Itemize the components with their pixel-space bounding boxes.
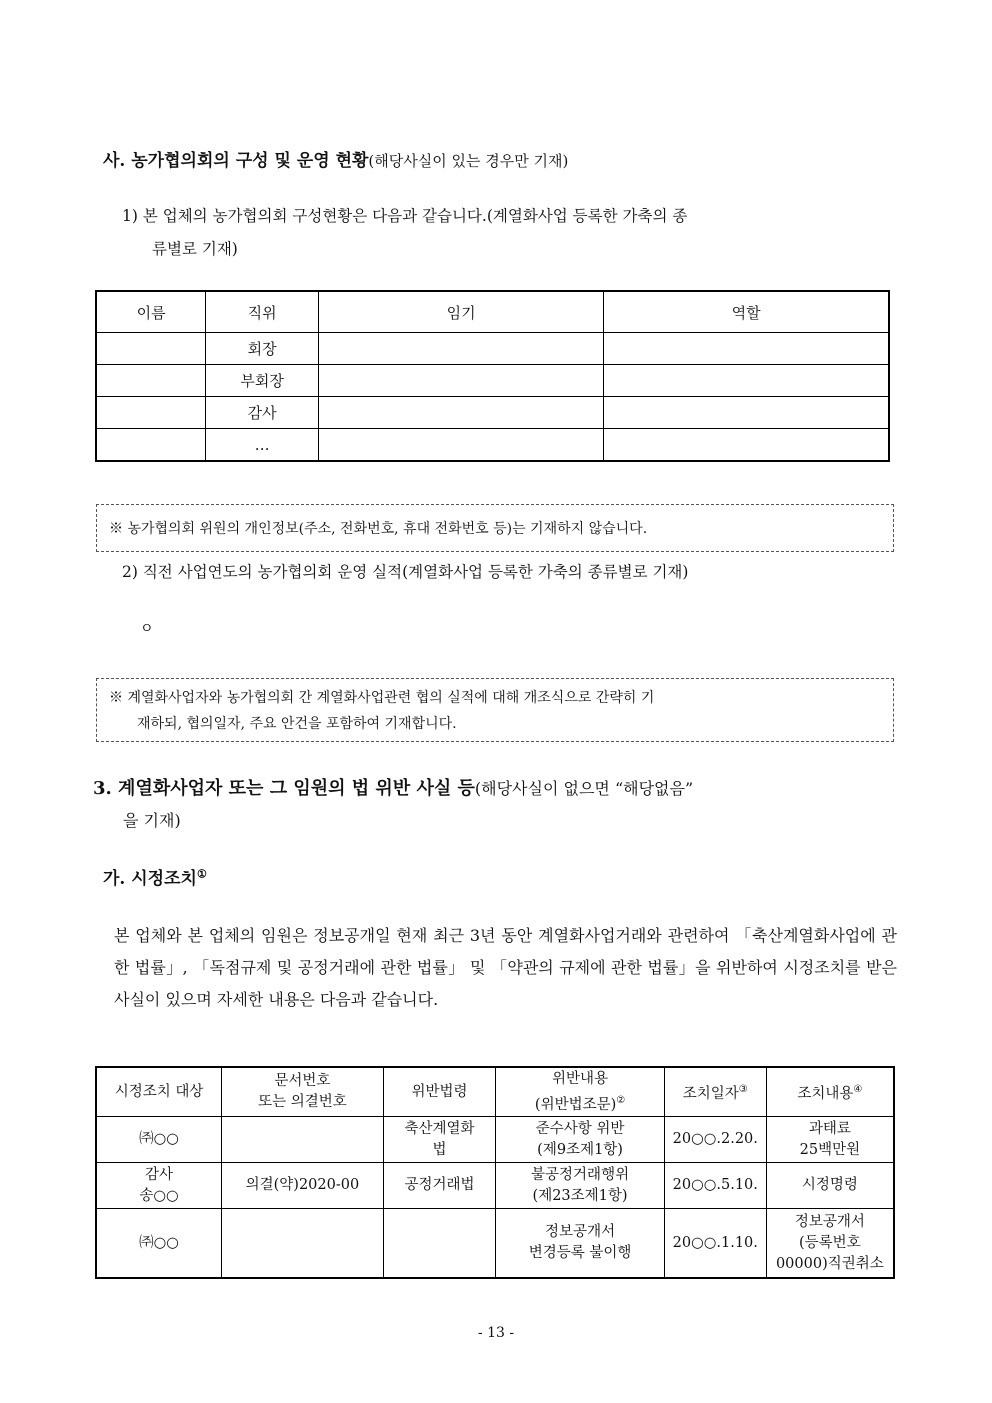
- cell-target: [96, 1163, 222, 1209]
- table-cell: [96, 333, 206, 365]
- cell-line: ㈜○○: [139, 1131, 179, 1147]
- cell-line: 변경등록 불이행: [528, 1245, 632, 1261]
- body-paragraph: 본 업체와 본 업체의 임원은 정보공개일 현재 최근 3년 동안 계열화사업거래와 관련하여 「축산계열화사업에 관한 법률」, 「독점규제 및 공정거래에 관한 법률」 및 「약관의 규제에 관한 법률」을 위반하여 시정조치를 받은 사실이 있으며 자세한 내용은 다음과 같습니다.: [114, 926, 897, 1009]
- table-cell: [318, 429, 603, 462]
- cell-law: [383, 1117, 496, 1163]
- cell-action: [766, 1163, 894, 1209]
- cell-line: 법: [432, 1141, 447, 1158]
- table-row: [96, 397, 889, 429]
- cell-line: 준수사항 위반: [535, 1120, 625, 1137]
- cell-line: 정보공개서: [545, 1224, 616, 1240]
- table-cell: 부회장: [206, 365, 319, 397]
- cell-date: 20○○.5.10.: [664, 1163, 766, 1209]
- note-2-line1: ※ 계열화사업자와 농가협의회 간 계열화사업관련 협의 실적에 대해 개조식으로 간략히 기: [109, 690, 655, 706]
- cell-line: 감사: [145, 1166, 174, 1183]
- header-text: 조치일자: [682, 1085, 739, 1102]
- council-table: [95, 290, 890, 462]
- cell-target: [96, 1209, 222, 1279]
- privacy-note: ※ 농가협의회 위원의 개인정보(주소, 전화번호, 휴대 전화번호 등)는 기재하지 않습니다.: [96, 504, 894, 552]
- table-row: [96, 1117, 894, 1163]
- table-cell: [96, 429, 206, 462]
- header-line: [498, 1090, 661, 1116]
- table-cell: 감사: [206, 397, 319, 429]
- table-cell: [604, 333, 889, 365]
- cell-law: [383, 1163, 496, 1209]
- section-sa-paren: (해당사실이 있는 경우만 기재): [368, 152, 569, 170]
- section-3-paren: (해당사실이 없으면 “해당없음”: [474, 779, 694, 798]
- section-heading-ga: [103, 864, 207, 889]
- col-header-term: 임기: [318, 291, 603, 333]
- council-table-header: [96, 291, 889, 333]
- cell-date: 20○○.1.10.: [664, 1209, 766, 1279]
- col-header-role: 역할: [604, 291, 889, 333]
- table-row: [96, 365, 889, 397]
- item-1-line2: 류별로 기재): [152, 240, 238, 258]
- col-header-date: [664, 1067, 766, 1117]
- footnote-mark: ②: [616, 1094, 626, 1106]
- table-cell: 회장: [206, 333, 319, 365]
- col-header-content: [496, 1067, 664, 1117]
- footnote-mark: ③: [738, 1084, 748, 1096]
- table-row: [96, 1163, 894, 1209]
- header-line: 문서번호: [274, 1073, 331, 1089]
- cell-date: 20○○.2.20.: [664, 1117, 766, 1163]
- table-row: [96, 429, 889, 462]
- table-cell: [318, 397, 603, 429]
- table-row: [96, 333, 889, 365]
- header-text: (위반법조문): [534, 1096, 617, 1113]
- table-cell: …: [206, 429, 319, 462]
- col-header-law: 위반법령: [383, 1067, 496, 1117]
- cell-law: [383, 1209, 496, 1279]
- section-heading-3: [93, 773, 898, 837]
- table-cell: [604, 397, 889, 429]
- header-text: 조치내용: [797, 1085, 854, 1102]
- table-cell: [604, 429, 889, 462]
- cell-line: 시정명령: [801, 1177, 858, 1193]
- table-cell: [96, 397, 206, 429]
- cell-content: [496, 1209, 664, 1279]
- note-2-line2: 재하되, 협의일자, 주요 안건을 포함하여 기재합니다.: [137, 716, 457, 732]
- table-cell: [318, 333, 603, 365]
- cell-doc-no: [222, 1209, 384, 1279]
- table-row: [96, 1209, 894, 1279]
- header-line: 위반내용: [552, 1070, 609, 1087]
- corrective-action-table: [95, 1066, 895, 1279]
- cell-line: ㈜○○: [139, 1234, 179, 1251]
- table-cell: [318, 365, 603, 397]
- section-heading-sa: [103, 146, 568, 171]
- cell-doc-no: [222, 1117, 384, 1163]
- section-3-title: 3. 계열화사업자 또는 그 임원의 법 위반 사실 등: [93, 778, 475, 799]
- cell-line: 공정거래법: [404, 1177, 475, 1193]
- cell-content: [496, 1117, 664, 1163]
- col-header-action: [766, 1067, 894, 1117]
- cell-line: 00000)직권취소: [775, 1255, 884, 1272]
- footnote-mark: ①: [196, 867, 207, 881]
- col-header-doc-no: [222, 1067, 384, 1117]
- item-2-text: 2) 직전 사업연도의 농가협의회 운영 실적(계열화사업 등록한 가축의 종류별로 기재): [122, 563, 689, 581]
- table-cell: [96, 365, 206, 397]
- table-cell: [604, 365, 889, 397]
- cell-action: [766, 1209, 894, 1279]
- consultation-note: [96, 678, 894, 742]
- section-3-line2: 을 기재): [123, 811, 181, 830]
- cell-line: (제9조제1항): [537, 1141, 623, 1158]
- col-header-name: 이름: [96, 291, 206, 333]
- cell-action: [766, 1117, 894, 1163]
- item-1-text: [122, 200, 897, 266]
- section-sa-title: 사. 농가협의회의 구성 및 운영 현황: [103, 151, 369, 171]
- cell-line: 정보공개서: [794, 1213, 865, 1230]
- cell-target: [96, 1117, 222, 1163]
- header-line: 또는 의결번호: [258, 1094, 347, 1110]
- page-number: - 13 -: [477, 1325, 515, 1341]
- corrective-table-header: [96, 1067, 894, 1117]
- section-ga-title: 가. 시정조치: [103, 869, 197, 889]
- cell-line: 25백만원: [799, 1141, 861, 1158]
- col-header-position: 직위: [206, 291, 319, 333]
- footnote-mark: ④: [853, 1084, 863, 1096]
- section-3-line1: [93, 773, 898, 805]
- cell-line: 축산계열화: [404, 1120, 475, 1137]
- col-header-target: 시정조치 대상: [96, 1067, 222, 1117]
- cell-line: (등록번호: [799, 1234, 861, 1251]
- cell-content: [496, 1163, 664, 1209]
- cell-line: 불공정거래행위: [531, 1166, 630, 1183]
- cell-line: 과태료: [808, 1120, 851, 1137]
- bullet-marker: ㅇ: [140, 621, 154, 637]
- cell-line: (제23조제1항): [532, 1187, 628, 1204]
- cell-doc-no: 의결(약)2020-00: [222, 1163, 384, 1209]
- cell-line: 송○○: [139, 1187, 179, 1204]
- item-1-line1: 1) 본 업체의 농가협의회 구성현황은 다음과 같습니다.(계열화사업 등록한 가축의 종: [122, 207, 688, 225]
